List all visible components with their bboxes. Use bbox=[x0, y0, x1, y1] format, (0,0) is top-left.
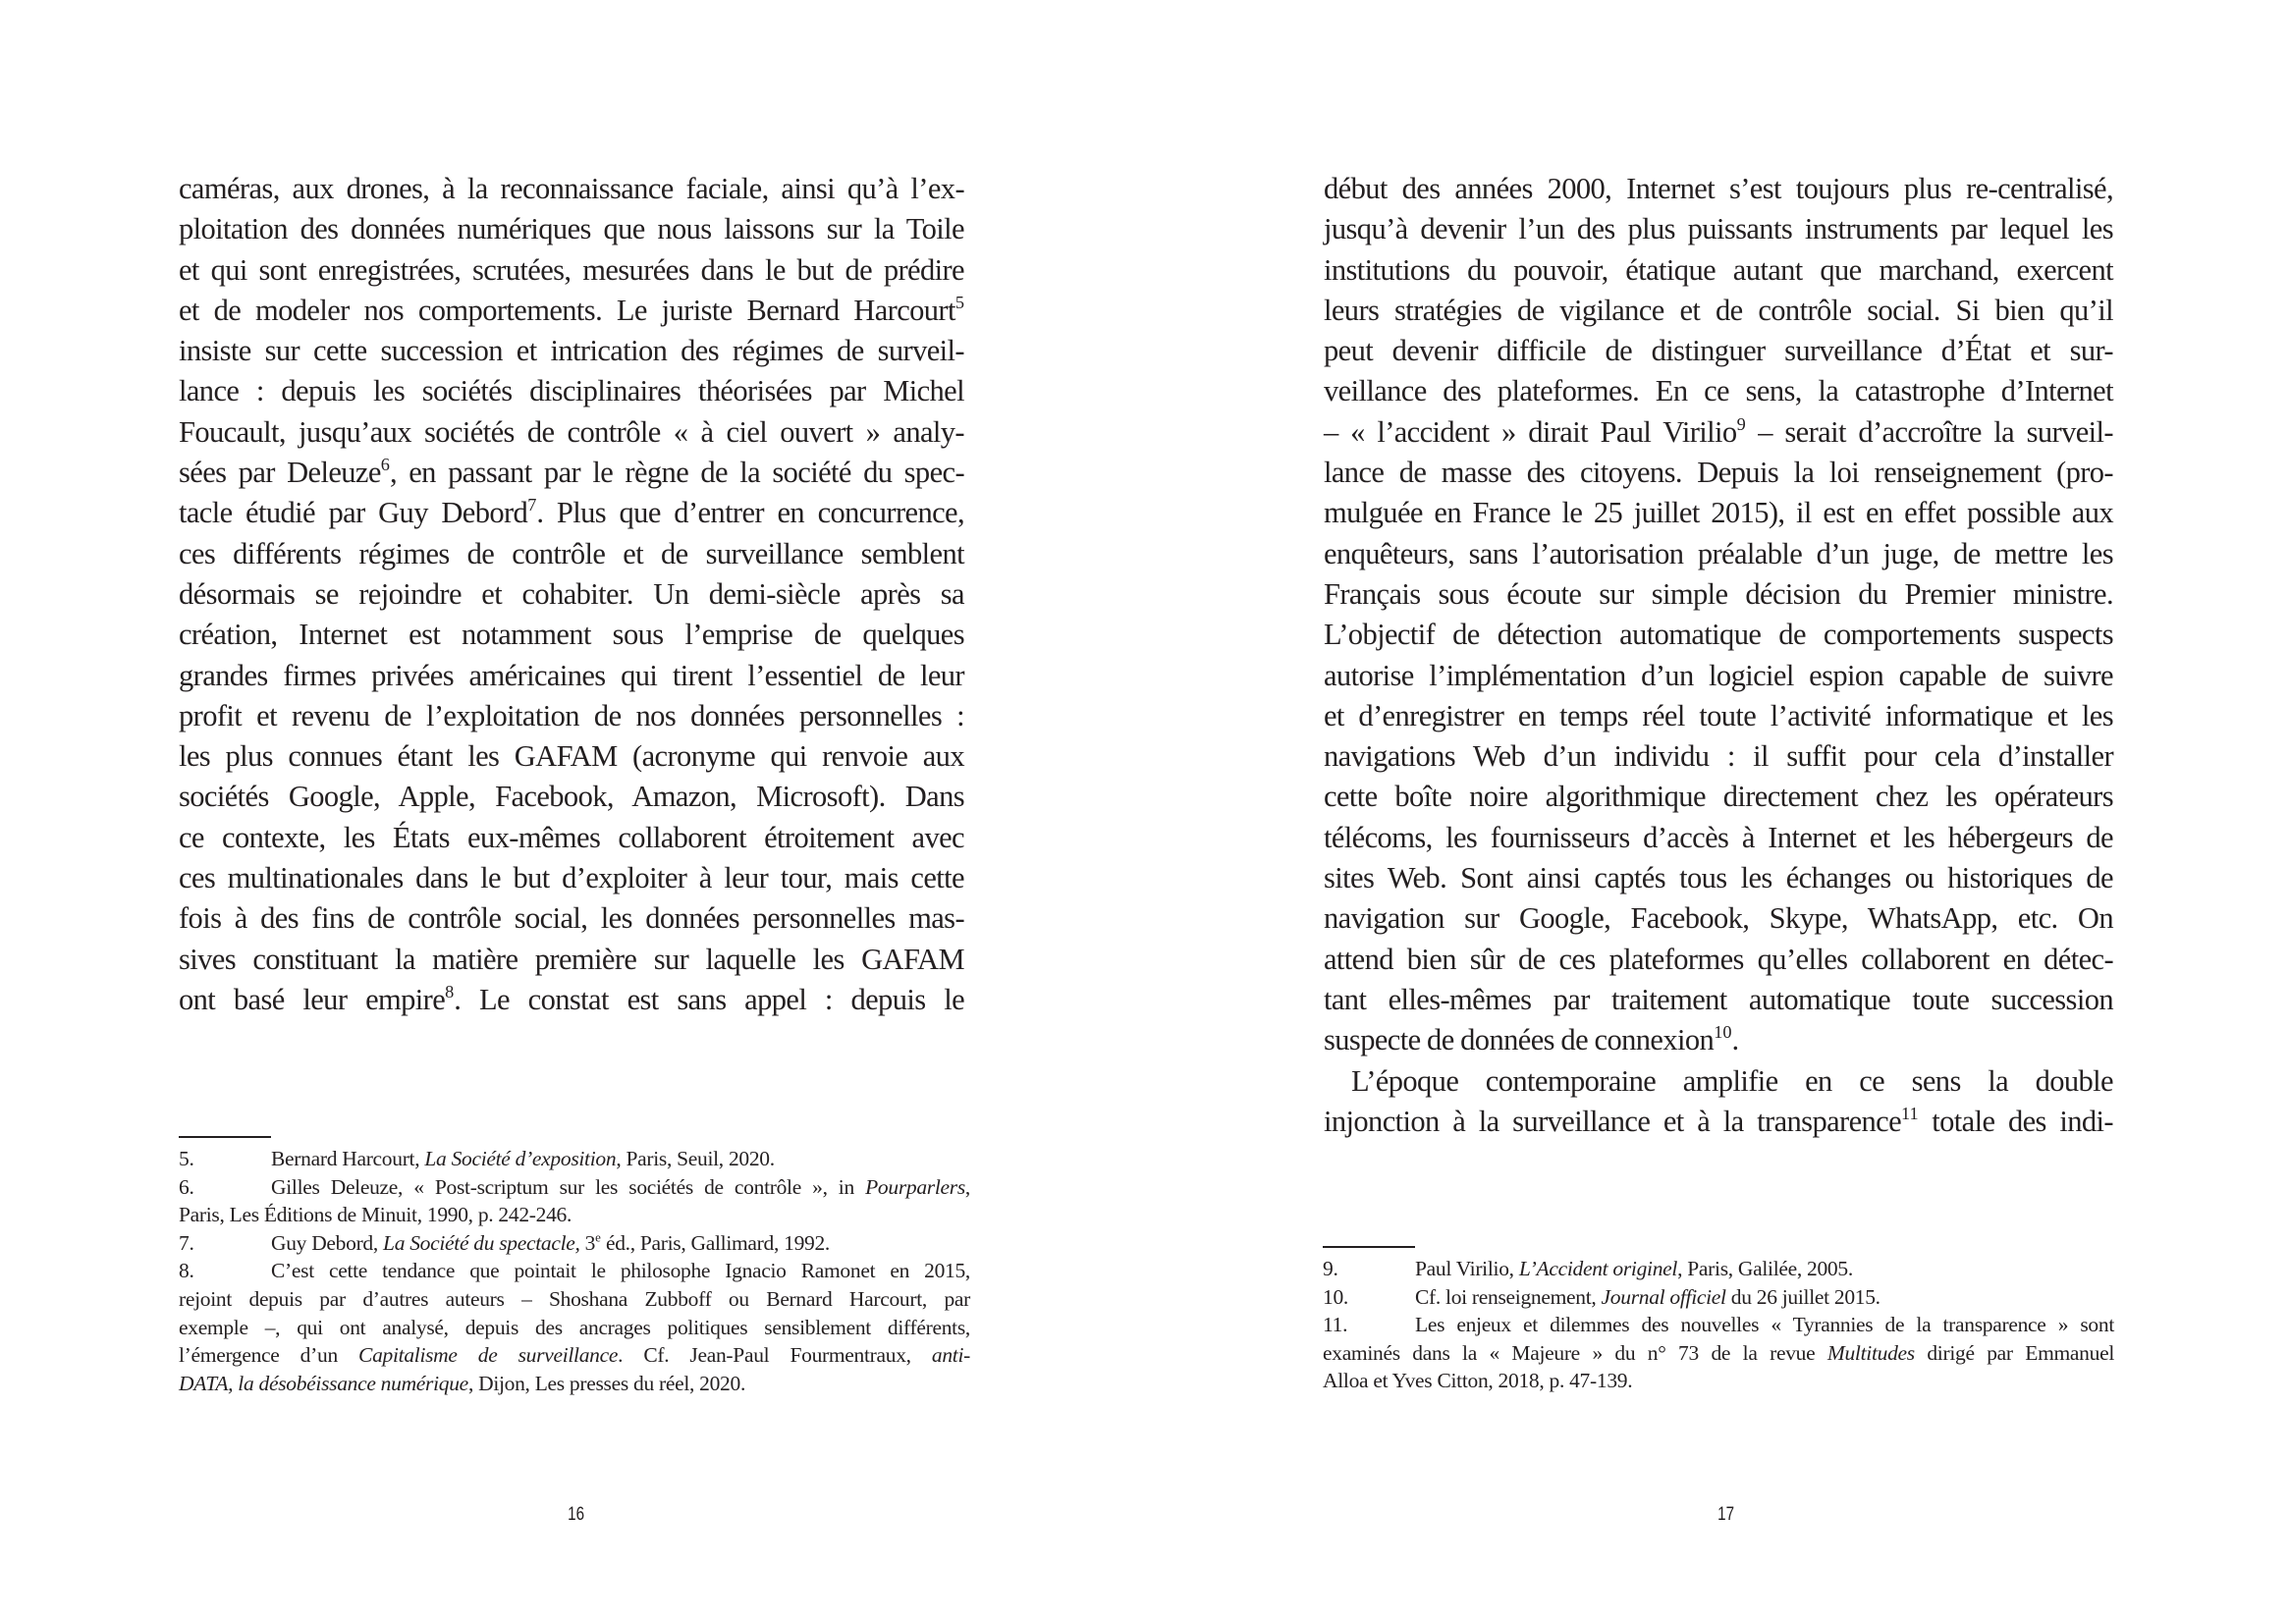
body-line: autorise l’implémentation d’un logiciel espion capable de suivre bbox=[1324, 658, 2113, 692]
book-title: Pourparlers bbox=[865, 1174, 965, 1199]
body-line: fois à des fins de contrôle social, les données personnelles mas- bbox=[179, 901, 964, 936]
line-text: et de modeler nos comportements. Le juriste Bernard Harcourt bbox=[179, 293, 955, 327]
line-text: injonction à la surveillance et à la transparence bbox=[1324, 1104, 1902, 1138]
footnote-6: 6. Gilles Deleuze, « Post-scriptum sur les sociétés de contrôle », in Pourparlers, bbox=[179, 1173, 970, 1202]
body-line: L’époque contemporaine amplifie en ce sens la double bbox=[1351, 1063, 2113, 1098]
footnote-number: 11. bbox=[1323, 1313, 1348, 1337]
book-title: L’Accident originel bbox=[1518, 1257, 1678, 1280]
footnote-11-cont: examinés dans la « Majeure » du n° 73 de la revue Multitudes dirigé par Emmanuel bbox=[1323, 1340, 2114, 1365]
body-line: enquêteurs, sans l’autorisation préalable d’un juge, de mettre les bbox=[1324, 536, 2113, 570]
line-text: – serait d’accroître la surveil- bbox=[1745, 414, 2113, 449]
footnote-number: 9. bbox=[1323, 1257, 1338, 1280]
body-line: télécoms, les fournisseurs d’accès à Internet et les hébergeurs de bbox=[1324, 820, 2113, 854]
footnotes-left bbox=[179, 1145, 970, 1397]
footnote-ref-9[interactable]: 9 bbox=[1736, 413, 1746, 434]
footnote-ref-7[interactable]: 7 bbox=[527, 495, 537, 515]
body-line: leurs stratégies de vigilance et de contrôle social. Si bien qu’il bbox=[1324, 293, 2113, 327]
page-number: 17 bbox=[1717, 1504, 1735, 1525]
body-line bbox=[179, 493, 964, 533]
body-line: profit et revenu de l’exploitation de nos données personnelles : bbox=[179, 698, 964, 732]
line-text: . Le constat est sans appel : depuis le bbox=[454, 982, 965, 1016]
body-line: les plus connues étant les GAFAM (acronyme qui renvoie aux bbox=[179, 739, 964, 774]
footnote-6-cont: Paris, Les Éditions de Minuit, 1990, p. 242-246. bbox=[179, 1203, 572, 1227]
body-line: insiste sur cette succession et intrication des régimes de surveil- bbox=[179, 334, 964, 368]
body-line bbox=[1324, 1020, 2113, 1060]
body-line: lance de masse des citoyens. Depuis la loi renseignement (pro- bbox=[1324, 456, 2113, 490]
body-line: début des années 2000, Internet s’est toujours plus re-centralisé, bbox=[1324, 172, 2113, 205]
body-line: et qui sont enregistrées, scrutées, mesurées dans le but de prédire bbox=[179, 252, 964, 287]
book-title: La Société du spectacle, bbox=[383, 1230, 580, 1255]
left-page bbox=[0, 0, 1144, 1624]
body-line: ce contexte, les États eux-mêmes collaborent étroitement avec bbox=[179, 820, 964, 854]
body-line: ces différents régimes de contrôle et de surveillance semblent bbox=[179, 536, 964, 570]
body-line: veillance des plateformes. En ce sens, la catastrophe d’Internet bbox=[1324, 374, 2113, 408]
body-line: sociétés Google, Apple, Facebook, Amazon, Microsoft). Dans bbox=[179, 780, 964, 814]
body-line: caméras, aux drones, à la reconnaissance faciale, ainsi qu’à l’ex- bbox=[179, 172, 964, 205]
body-line: L’objectif de détection automatique de comportements suspects bbox=[1324, 618, 2113, 652]
body-line: ploitation des données numériques que nous laissons sur la Toile bbox=[179, 212, 964, 246]
footnote-ref-6[interactable]: 6 bbox=[380, 455, 390, 475]
body-line: Français sous écoute sur simple décision du Premier ministre. bbox=[1324, 576, 2113, 611]
body-text-right bbox=[1324, 169, 2113, 1142]
body-line: peut devenir difficile de distinguer surveillance d’État et sur- bbox=[1324, 334, 2113, 368]
footnote-7: 7. Guy Debord, La Société du spectacle, 3e éd., Paris, Gallimard, 1992. bbox=[179, 1229, 970, 1258]
body-line bbox=[179, 291, 964, 331]
footnote-number: 10. bbox=[1323, 1284, 1348, 1309]
footnote-separator bbox=[179, 1136, 271, 1138]
body-line: sives constituant la matière première sur laquelle les GAFAM bbox=[179, 942, 964, 976]
body-line: jusqu’à devenir l’un des plus puissants instruments par lequel les bbox=[1324, 212, 2113, 246]
line-text: . Plus que d’entrer en concurrence, bbox=[536, 496, 964, 530]
line-text: ont basé leur empire bbox=[179, 982, 446, 1016]
page-number: 16 bbox=[568, 1504, 585, 1525]
footnote-number: 8. bbox=[179, 1259, 194, 1283]
book-title: Capitalisme de surveillance bbox=[358, 1343, 619, 1368]
body-line: création, Internet est notamment sous l’emprise de quelques bbox=[179, 618, 964, 652]
right-page bbox=[1145, 0, 2289, 1624]
footnotes-right bbox=[1323, 1255, 2114, 1395]
body-text-left bbox=[179, 169, 964, 1020]
footnote-8-cont: exemple –, qui ont analysé, depuis des ancrages politiques sensiblement différents, bbox=[179, 1315, 970, 1339]
line-text: sées par Deleuze bbox=[179, 456, 381, 490]
footnote-number: 5. bbox=[179, 1147, 194, 1170]
body-line bbox=[179, 980, 964, 1020]
body-line: cette boîte noire algorithmique directement chez les opérateurs bbox=[1324, 780, 2113, 814]
body-line: ces multinationales dans le but d’exploiter à leur tour, mais cette bbox=[179, 861, 964, 895]
footnote-8-cont: DATA, la désobéissance numérique, Dijon, Les presses du réel, 2020. bbox=[179, 1371, 746, 1395]
footnote-11: 11. Les enjeux et dilemmes des nouvelles « Tyrannies de la transparence » sont bbox=[1323, 1311, 2114, 1339]
body-line bbox=[179, 453, 964, 493]
line-text: – « l’accident » dirait Paul Virilio bbox=[1324, 414, 1737, 449]
body-line: sites Web. Sont ainsi captés tous les échanges ou historiques de bbox=[1324, 861, 2113, 895]
footnote-9: 9. Paul Virilio, L’Accident originel, Paris, Galilée, 2005. bbox=[1323, 1255, 2114, 1283]
body-line: désormais se rejoindre et cohabiter. Un demi-siècle après sa bbox=[179, 576, 964, 611]
footnote-ref-10[interactable]: 10 bbox=[1714, 1022, 1732, 1043]
footnote-10: 10. Cf. loi renseignement, Journal officiel du 26 juillet 2015. bbox=[1323, 1283, 2114, 1312]
journal-title: Multitudes bbox=[1826, 1340, 1915, 1365]
footnote-ref-5[interactable]: 5 bbox=[954, 293, 964, 312]
book-title: DATA, la désobéissance numérique bbox=[179, 1371, 468, 1395]
line-text: suspecte de données de connexion bbox=[1324, 1023, 1715, 1057]
body-line: grandes firmes privées américaines qui tirent l’essentiel de leur bbox=[179, 658, 964, 692]
footnote-8-cont: rejoint depuis par d’autres auteurs – Shoshana Zubboff ou Bernard Harcourt, par bbox=[179, 1286, 970, 1311]
footnote-separator bbox=[1323, 1246, 1415, 1248]
line-text: . bbox=[1731, 1023, 1739, 1057]
body-line: navigations Web d’un individu : il suffit pour cela d’installer bbox=[1324, 739, 2113, 774]
body-line: attend bien sûr de ces plateformes qu’elles collaborent en détec- bbox=[1324, 942, 2113, 976]
body-line: tant elles-mêmes par traitement automatique toute succession bbox=[1324, 982, 2113, 1016]
book-title: La Société d’exposition bbox=[424, 1147, 617, 1170]
footnote-8-cont: l’émergence d’un Capitalisme de surveillance. Cf. Jean-Paul Fourmentraux, anti- bbox=[179, 1343, 970, 1368]
body-line bbox=[1324, 412, 2113, 453]
body-line: lance : depuis les sociétés disciplinaires théorisées par Michel bbox=[179, 374, 964, 408]
body-line bbox=[1324, 1102, 2113, 1142]
journal-title: Journal officiel bbox=[1601, 1284, 1726, 1309]
footnote-ref-11[interactable]: 11 bbox=[1901, 1103, 1919, 1123]
footnote-number: 6. bbox=[179, 1174, 194, 1199]
line-text: , en passant par le règne de la société du spec- bbox=[389, 456, 964, 490]
book-title: anti- bbox=[931, 1343, 970, 1368]
line-text: totale des indi- bbox=[1918, 1104, 2113, 1138]
footnote-number: 7. bbox=[179, 1230, 194, 1255]
line-text: tacle étudié par Guy Debord bbox=[179, 496, 528, 530]
footnote-11-cont: Alloa et Yves Citton, 2018, p. 47-139. bbox=[1323, 1369, 1633, 1393]
body-line: mulguée en France le 25 juillet 2015), il est en effet possible aux bbox=[1324, 496, 2113, 530]
body-line: navigation sur Google, Facebook, Skype, WhatsApp, etc. On bbox=[1324, 901, 2113, 936]
footnote-8: 8. C’est cette tendance que pointait le philosophe Ignacio Ramonet en 2015, bbox=[179, 1257, 970, 1285]
footnote-ref-8[interactable]: 8 bbox=[445, 982, 455, 1002]
body-line: et d’enregistrer en temps réel toute l’activité informatique et les bbox=[1324, 698, 2113, 732]
body-line: institutions du pouvoir, étatique autant que marchand, exercent bbox=[1324, 252, 2113, 287]
body-line: Foucault, jusqu’aux sociétés de contrôle « à ciel ouvert » analy- bbox=[179, 414, 964, 449]
footnote-5: 5. Bernard Harcourt, La Société d’exposition, Paris, Seuil, 2020. bbox=[179, 1145, 970, 1173]
